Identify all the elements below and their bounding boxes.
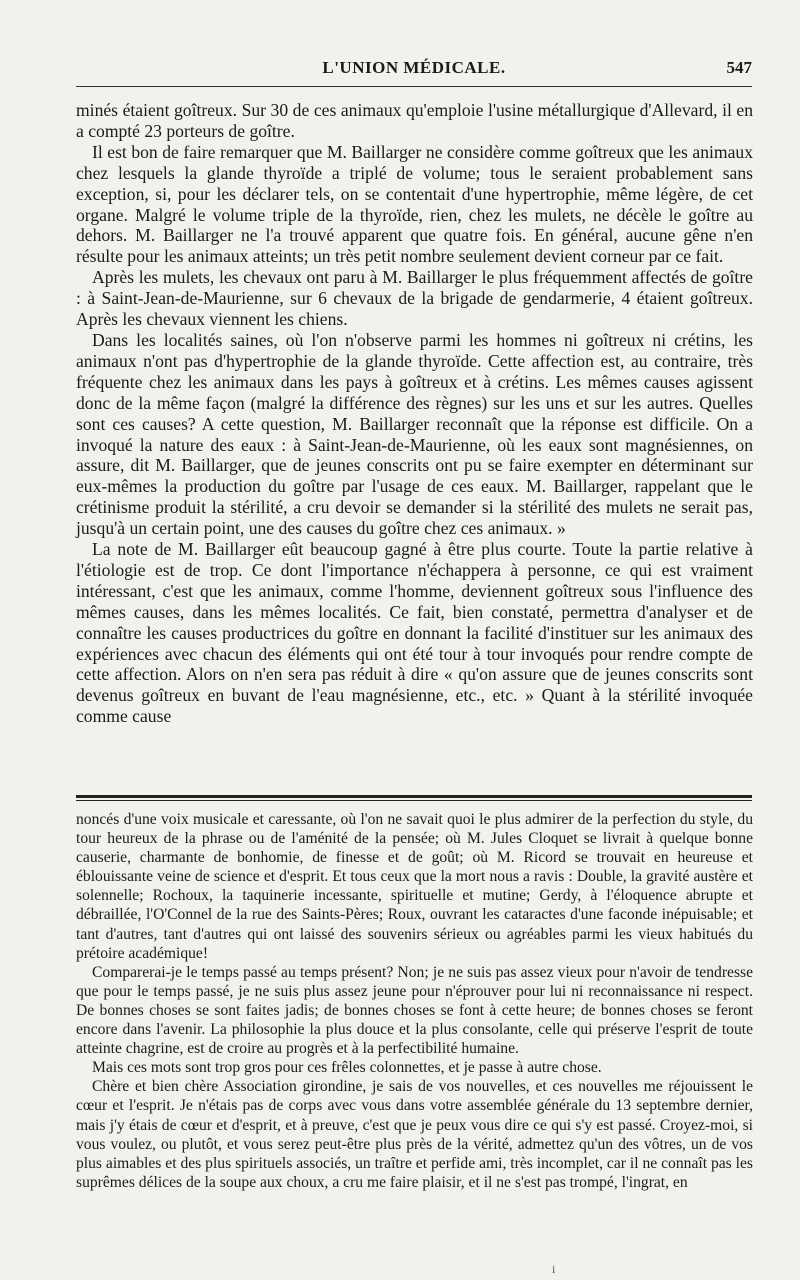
paragraph: Il est bon de faire remarquer que M. Baillarger ne considère comme goîtreux que les animaux chez lesquels la glande thyroïde a triplé de volume; tous le seraient probablement sans exception, si, pour les déclarer tels, on se contentait d'une hypertrophie, même légère, de cet organe. Malgré le volume triple de la thyroïde, rien, chez les mulets, ne décèle le goître au dehors. M. Baillarger ne l'a trouvé apparent que quatre fois. En général, aucune gêne n'en résulte pour les animaux atteints; un très petit nombre seulement devient corneur par ce fait. (76, 141, 753, 267)
feuilleton-text (76, 810, 753, 1192)
signature-mark: i (552, 1262, 556, 1276)
header-rule (76, 86, 752, 87)
page-number: 547 (726, 58, 752, 77)
footnote-paragraph: Mais ces mots sont trop gros pour ces frêles colonnettes, et je passe à autre chose. (92, 1059, 602, 1077)
paragraph: Dans les localités saines, où l'on n'observe parmi les hommes ni goîtreux ni crétins, les animaux n'ont pas d'hypertrophie de la glande thyroïde. Cette affection est, au contraire, très fréquente chez les animaux dans les pays à goîtreux et à crétins. Les mêmes causes agissent donc de la même façon (malgré la différence des règnes) sur les uns et sur les autres. Quelles sont ces causes? A cette question, M. Baillarger reconnaît que la réponse est difficile. On a invoqué la nature des eaux : à Saint-Jean-de-Maurienne, où les eaux sont magnésiennes, on assure, dit M. Baillarger, que de jeunes conscrits ont pu se faire exempter en déterminant sur eux-mêmes la production du goître par l'usage de ces eaux. M. Baillarger, rappelant que le crétinisme produit la stérilité, a cru devoir se demander si la stérilité des mulets ne serait pas, jusqu'à un certain point, une des causes du goître chez ces animaux. » (76, 329, 753, 539)
running-head (76, 58, 752, 84)
main-text-column (76, 100, 753, 727)
footnote-paragraph: Comparerai-je le temps passé au temps présent? Non; je ne suis pas assez vieux pour n'avoir de tendresse que pour le temps passé, je ne suis plus assez jeune pour n'éprouver pour lui ni reconnaissance ni respect. De bonnes choses se sont faites jadis; de bonnes choses se font à cette heure; de bonnes choses se feront encore dans l'avenir. La philosophie la plus douce et la plus consolante, celle qui préserve l'esprit de toute atteinte chagrine, est de croire au progrès et à la perfectibilité humaine. (76, 963, 753, 1058)
footnote-paragraph: noncés d'une voix musicale et caressante, où l'on ne savait quoi le plus admirer de la perfection du style, du tour heureux de la phrase ou de l'aménité de la pensée; où M. Jules Cloquet se livrait à quelque bonne causerie, charmante de bonhomie, de finesse et de goût; où M. Ricord se trouvait en heureuse et éblouissante veine de science et d'esprit. Et tous ceux que la mort nous a ravis : Double, la gravité austère et solennelle; Rochoux, la taquinerie incessante, spirituelle et mutine; Gerdy, à l'éloquence abrupte et débraillée, l'O'Connel de la rue des Saints-Pères; Roux, ouvrant les cataractes d'une faconde inépuisable; et tant d'autres, tant d'autres qui ont laissé des souvenirs sérieux ou agréables parmi les vieux habitués du prétoire académique! (76, 811, 753, 962)
paragraph: La note de M. Baillarger eût beaucoup gagné à être plus courte. Toute la partie relative à l'étiologie est de trop. Ce dont l'importance n'échappera à personne, ce qui est vraiment intéressant, c'est que les animaux, comme l'homme, deviennent goîtreux sous l'influence des mêmes causes, dans les mêmes localités. Ce fait, bien constaté, permettra d'analyser et de connaître les causes productrices du goître en donnant la facilité d'instituer sur les animaux des expériences avec chacun des éléments qui ont été tour à tour invoqués pour rendre compte de cette affection. Alors on n'en sera pas réduit à dire « qu'on assure que de jeunes conscrits sont devenus goîtreux en buvant de l'eau magnésienne, etc., etc. » Quant à la stérilité invoquée comme cause (76, 539, 753, 727)
footnote-paragraph: Chère et bien chère Association girondine, je sais de vos nouvelles, et ces nouvelles me réjouissent le cœur et l'esprit. Je n'étais pas de corps avec vous dans votre assemblée générale du 13 septembre dernier, mais j'y étais de cœur et d'esprit, et à preuve, c'est que je peux vous dire ce qui s'y est passé. Croyez-moi, si vous voulez, ou plutôt, et vous serez peut-être plus près de la vérité, admettez qu'un des vôtres, un de vos plus aimables et des plus spirituels associés, un traître et perfide ami, très incomplet, car il ne connaît pas les suprêmes délices de la soupe aux choux, a cru me faire plaisir, et il ne s'est pas trompé, l'ingrat, en (76, 1078, 753, 1191)
paragraph: minés étaient goîtreux. Sur 30 de ces animaux qu'emploie l'usine métallurgique d'Allevard, il en a compté 23 porteurs de goître. (76, 100, 753, 141)
footnote-separator-thin (76, 800, 752, 801)
paragraph: Après les mulets, les chevaux ont paru à M. Baillarger le plus fréquemment affectés de goître : à Saint-Jean-de-Maurienne, sur 6 chevaux de la brigade de gendarmerie, 4 étaient goîtreux. Après les chevaux viennent les chiens. (76, 267, 753, 330)
footnote-separator-thick (76, 795, 752, 798)
running-title: L'UNION MÉDICALE. (322, 58, 506, 77)
